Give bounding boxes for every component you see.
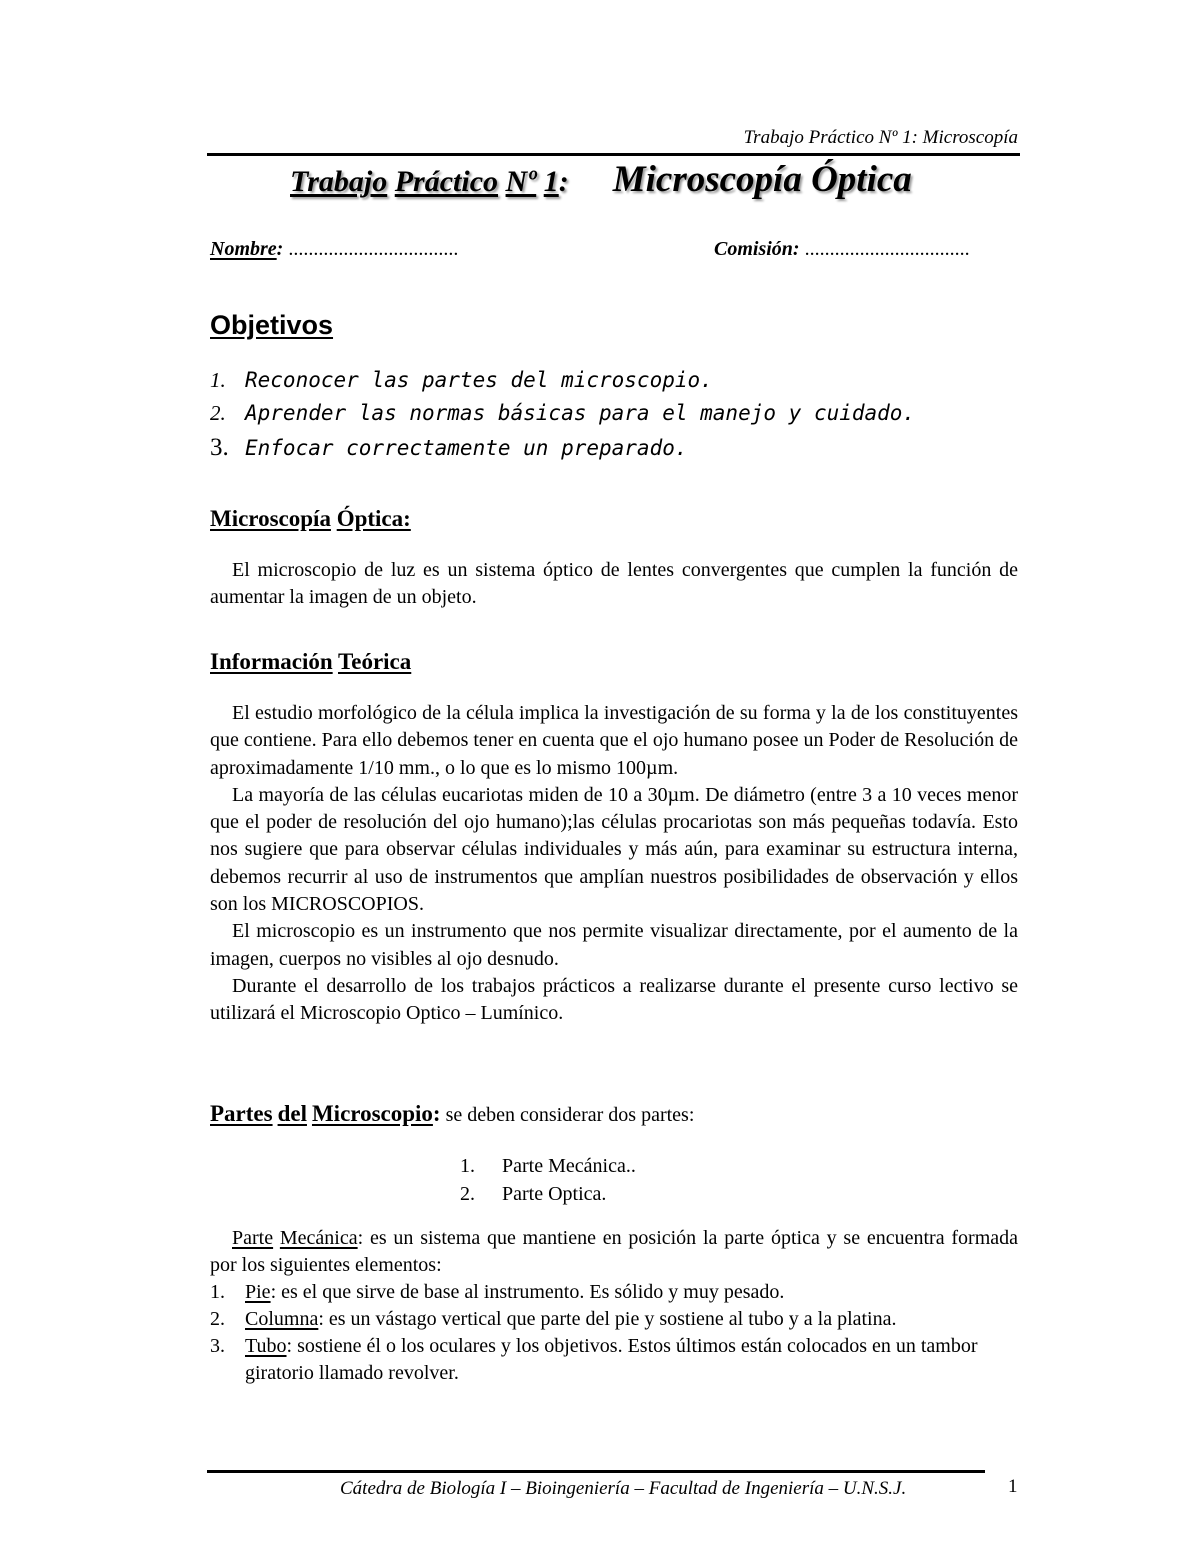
nombre-label: Nombre [210,238,277,260]
microscopia-paragraph: El microscopio de luz es un sistema óptico de lentes convergentes que cumplen la función de aumentar la imagen de un objeto. [210,559,1018,609]
title-main: Microscopía Óptica [612,159,912,200]
title-colon: : [558,165,569,198]
partes-list [460,1152,636,1208]
comision-dots: ................................. [804,238,970,260]
nombre-dots: .................................. [288,238,459,260]
comision-label: Comisión: [714,238,800,260]
footer-text: Cátedra de Biología I – Bioingeniería – Facultad de Ingeniería – U.N.S.J. [340,1478,907,1499]
document-title [290,158,912,201]
running-head: Trabajo Práctico Nº 1: Microscopía [743,127,1018,148]
microscopia-heading: Microscopía Óptica: [210,506,411,531]
list-item: 3. Tubo: sostiene él o los oculares y los objetivos. Estos últimos están colocados en un tambor giratorio llamado revolver. [210,1335,978,1384]
list-item: 3. Enfocar correctamente un preparado. [210,434,688,461]
nombre-colon: : [276,238,284,260]
list-item: 1. Pie: es el que sirve de base al instrumento. Es sólido y muy pesado. [210,1281,785,1303]
objetivos-list [210,368,915,470]
list-item: 1. Reconocer las partes del microscopio. [210,368,713,392]
page-number: 1 [1008,1476,1018,1497]
paragraph: Durante el desarrollo de los trabajos prácticos a realizarse durante el presente curso lectivo se utilizará el Microscopio Optico – Lumínico. [210,974,1018,1025]
paragraph: El estudio morfológico de la célula implica la investigación de su forma y la de los constituyentes que contiene. Para ello debemos tener en cuenta que el ojo humano posee un Poder de Resolución de aproximadamente 1/10 mm., o lo que es lo mismo 100µm. [210,702,1018,779]
title-word: 1 [543,165,559,198]
informacion-heading: Información Teórica [210,649,412,674]
mecanica-paragraph: Parte Mecánica: es un sistema que mantiene en posición la parte óptica y se encuentra formada por los siguientes elementos: [210,1227,1019,1277]
title-word: Práctico [394,165,499,198]
informacion-body [210,700,1018,1028]
title-word: Nº [505,165,537,198]
list-item: 1. Parte Mecánica.. [460,1155,636,1177]
title-word: Trabajo [290,165,388,198]
header-rule [207,153,1020,156]
paragraph: El microscopio es un instrumento que nos permite visualizar directamente, por el aumento de la imagen, cuerpos no visibles al ojo desnudo. [210,920,1018,970]
comision-field [714,238,970,261]
footer-rule [207,1470,985,1473]
objetivos-heading: Objetivos [210,310,334,340]
paragraph: La mayoría de las células eucariotas miden de 10 a 30µm. De diámetro (entre 3 a 10 veces menor que el poder de resolución del ojo humano);las células procariotas son más pequeñas todavía. Esto nos sugiere que para observar células individuales y más aún, para examinar su estructura interna, debemos recurrir al uso de instrumentos que amplían nuestros posibilidades de observación y ellos son los MICROSCOPIOS. [210,783,1018,916]
list-item: 2. Aprender las normas básicas para el manejo y cuidado. [210,401,916,425]
mecanica-list [210,1279,1018,1387]
list-item: 2. Parte Optica. [460,1183,607,1205]
nombre-field [210,238,458,261]
partes-heading: Partes del Microscopio: se deben considerar dos partes: [210,1101,695,1126]
list-item: 2. Columna: es un vástago vertical que parte del pie y sostiene al tubo y a la platina. [210,1308,897,1330]
